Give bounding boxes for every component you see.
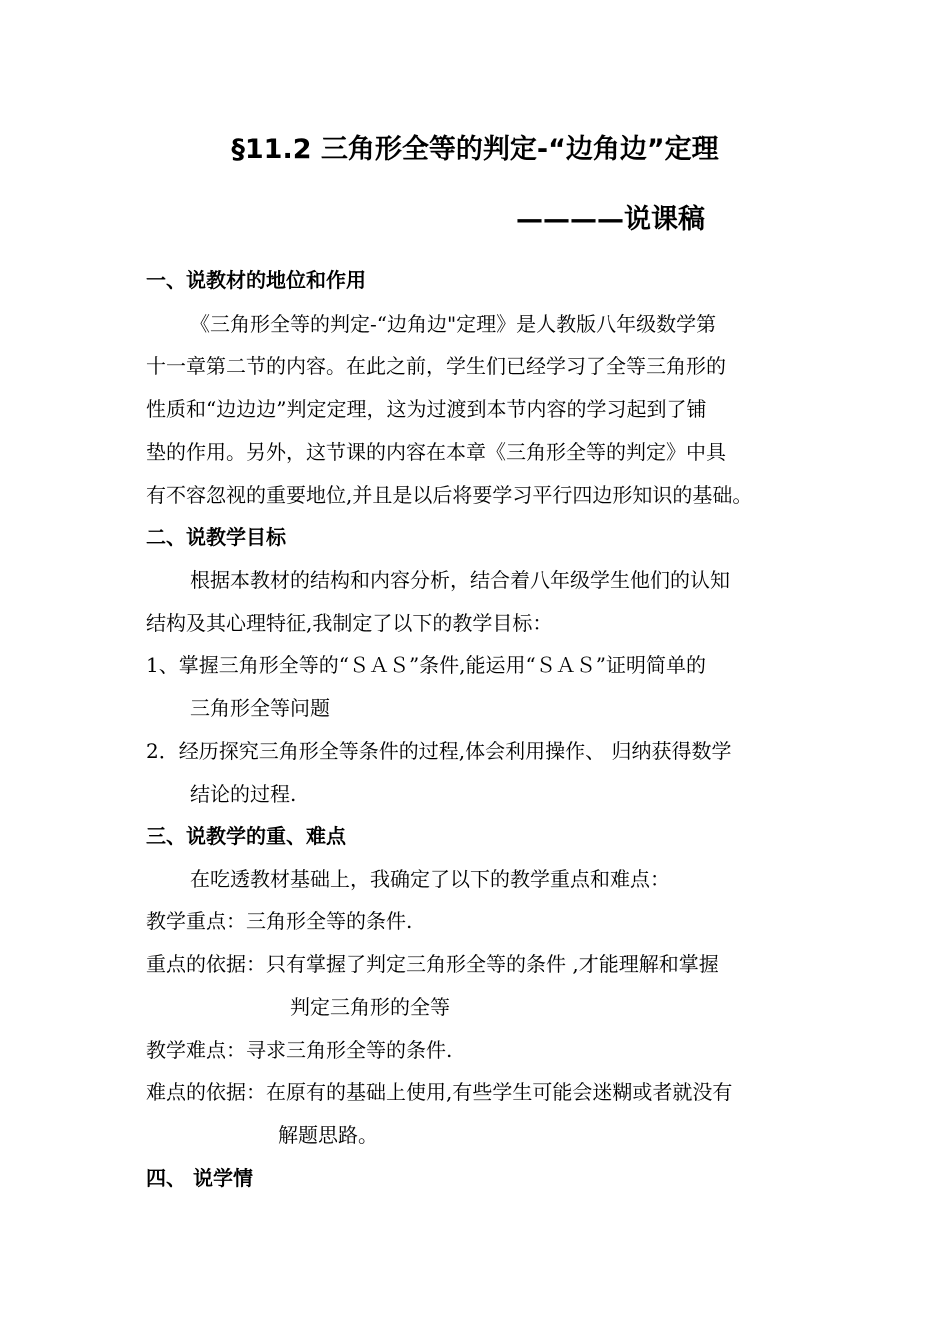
difficulty-basis-line: 难点的依据：在原有的基础上使用,有些学生可能会迷糊或者就没有 [146,1080,733,1104]
paragraph-line: 根据本教材的结构和内容分析，结合着八年级学生他们的认知 [190,568,730,592]
paragraph-line: 在吃透教材基础上，我确定了以下的教学重点和难点： [190,867,670,891]
list-item-1-continued: 三角形全等问题 [190,696,330,720]
section-heading-2: 二、说教学目标 [146,525,286,549]
document-title: §11.2 三角形全等的判定-“边角边”定理 [231,134,719,165]
paragraph-line: 十一章第二节的内容。在此之前，学生们已经学习了全等三角形的 [146,354,726,378]
document-subtitle: ————说课稿 [516,204,705,235]
list-item-2: 2．经历探究三角形全等条件的过程,体会利用操作、 归纳获得数学 [146,739,732,763]
section-heading-4: 四、 说学情 [146,1166,253,1190]
key-point-line: 教学重点：三角形全等的条件. [146,909,413,933]
paragraph-line: 有不容忽视的重要地位,并且是以后将要学习平行四边形知识的基础。 [146,483,753,507]
section-heading-1: 一、说教材的地位和作用 [146,268,366,292]
paragraph-line: 结构及其心理特征,我制定了以下的教学目标： [146,611,553,635]
section-heading-3: 三、说教学的重、难点 [146,824,346,848]
list-item-1: 1、掌握三角形全等的“ＳＡＳ”条件,能运用“ＳＡＳ”证明简单的 [146,653,706,677]
paragraph-line: 《三角形全等的判定-“边角边"定理》是人教版八年级数学第 [190,312,717,336]
key-point-basis-continued: 判定三角形的全等 [290,995,450,1019]
paragraph-line: 垫的作用。另外，这节课的内容在本章《三角形全等的判定》中具 [146,440,726,464]
list-item-2-continued: 结论的过程. [190,782,297,806]
key-point-basis-line: 重点的依据：只有掌握了判定三角形全等的条件 ,才能理解和掌握 [146,952,719,976]
difficulty-line: 教学难点：寻求三角形全等的条件. [146,1038,453,1062]
paragraph-line: 性质和“边边边”判定定理，这为过渡到本节内容的学习起到了铺 [146,397,707,421]
difficulty-basis-continued: 解题思路。 [278,1123,378,1147]
